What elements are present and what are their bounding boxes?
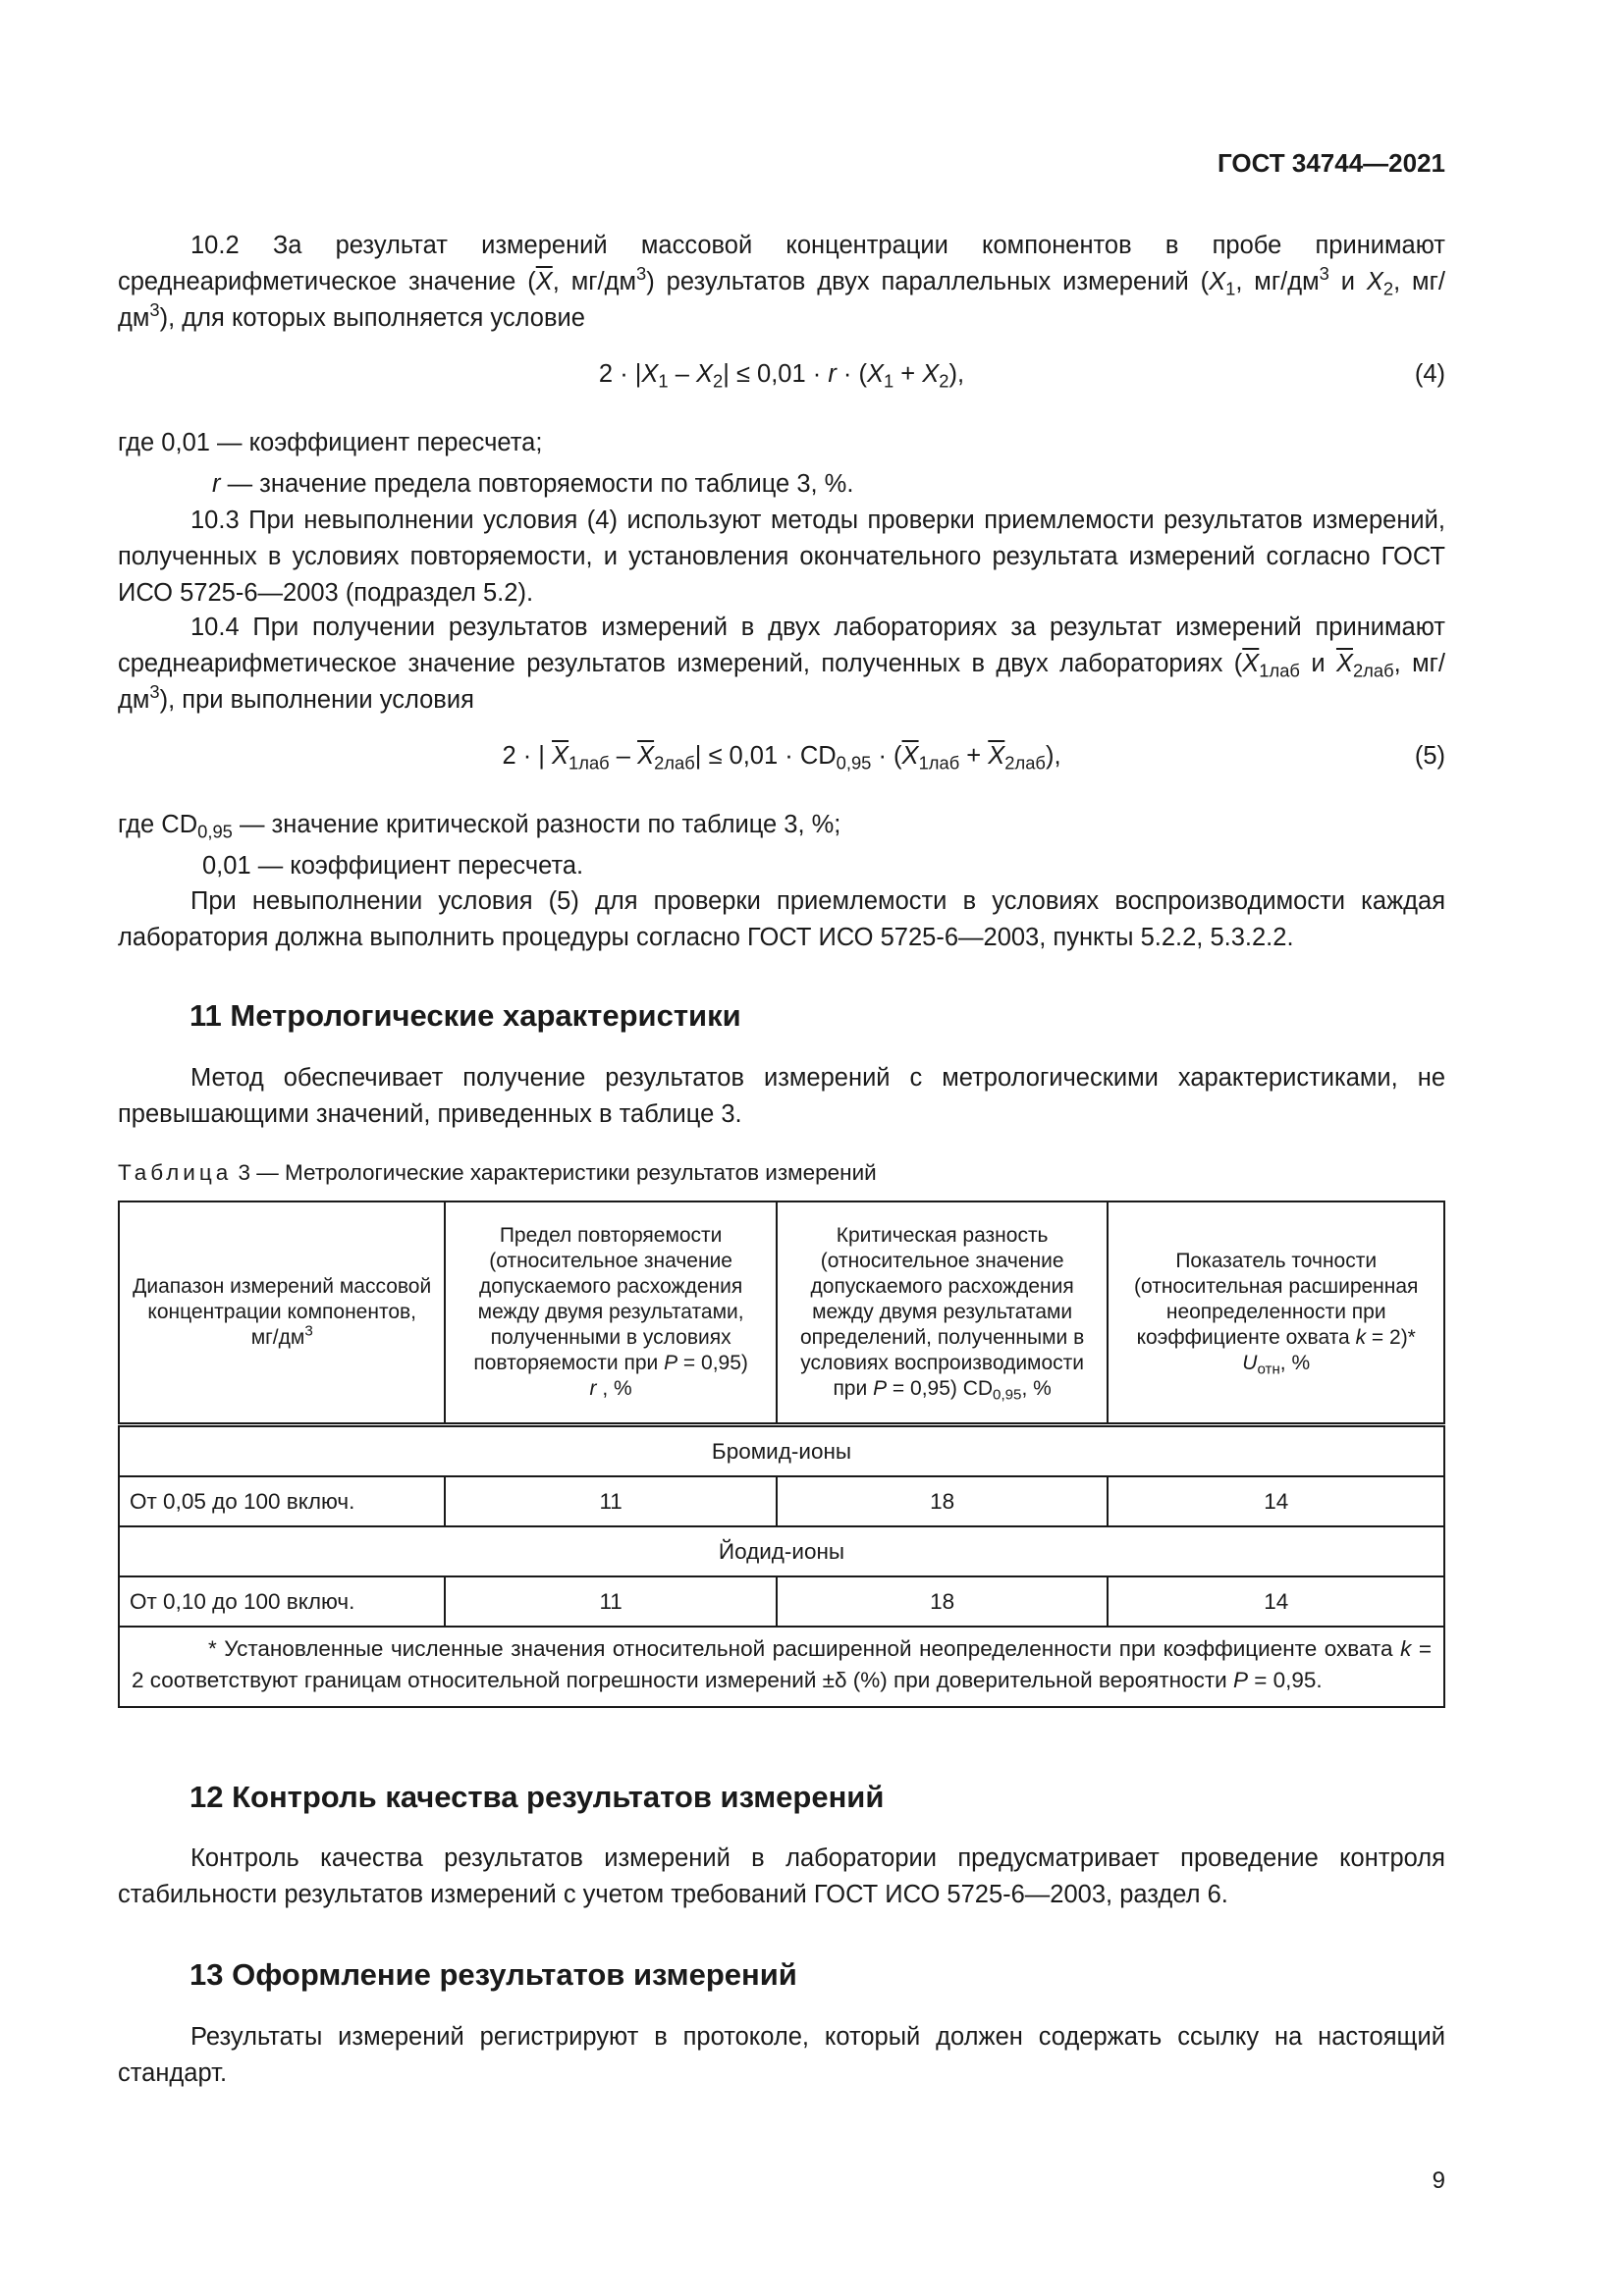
group-label: Бромид-ионы	[119, 1425, 1444, 1477]
formula-4: $2 \cdot |X_1 - X_2| \le 0,01 \cdot r \cdot (X_1 + X_2)$, (4)	[118, 356, 1445, 393]
header-repeatability: Предел повторяемости (относительное значение допускаемого расхождения между двумя результатами, полученными в условиях повторяемости при P = 0,95) r , %	[445, 1201, 776, 1425]
paragraph-10-4: 10.4 При получении результатов измерений в двух лабораториях за результат измерений принимают среднеарифметическое значение результатов измерений, полученных в двух лабораториях ($\overline{X}_{1лаб}$ и $\overline{X}_{2лаб}$, $мг/дм^3$), при выполнении условия	[118, 614, 1446, 714]
where-cd: где $CD_{0,95}$ — значение критической разности по таблице 3, %;	[118, 811, 841, 842]
formula-5: 2 · | $\overline{X}_{1лаб} - \overline{X}_{2лаб}| \le 0,01 \cdot CD_{0,95} \cdot (\overline{X}_{1лаб} + \overline{X}_{2лаб})$, (5)	[118, 738, 1445, 774]
cell-repeatability: 11	[445, 1476, 776, 1526]
table-header-row	[119, 1201, 1444, 1425]
section-13-heading: 13 Оформление результатов измерений	[189, 1957, 797, 1992]
paragraph-10-2: 10.2 За результат измерений массовой концентрации компонентов в пробе принимают среднеарифметическое значение ($\overline{X}$, $мг/дм^3$) результатов двух параллельных измерений ($X_1$, $мг/дм^3$ и $X_2$, $мг/дм^3$), для которых выполняется условие	[118, 232, 1445, 332]
group-row-iodide	[119, 1526, 1444, 1576]
paragraph-10-3: 10.3 При невыполнении условия (4) используют методы проверки приемлемости результатов измерений, полученных в условиях повторяемости, и установления окончательного результата измерений согласно ГОСТ ИСО 5725-6—2003 (подраздел 5.2).	[118, 507, 1445, 607]
where-r: r — значение предела повторяемости по таблице 3, %.	[212, 470, 854, 498]
formula-4-number: (4)	[1414, 360, 1445, 388]
formula-5-number: (5)	[1414, 742, 1445, 770]
table-footnote: * Установленные численные значения относительной расширенной неопределенности при коэффициенте охвата k = 2 соответствуют границам относительной погрешности измерений ±δ (%) при доверительной вероятности P = 0,95.	[119, 1627, 1444, 1707]
cell-accuracy: 14	[1108, 1576, 1444, 1627]
cell-range: От 0,05 до 100 включ.	[119, 1476, 445, 1526]
section-11-heading: 11 Метрологические характеристики	[189, 998, 741, 1033]
cell-accuracy: 14	[1108, 1476, 1444, 1526]
cell-range: От 0,10 до 100 включ.	[119, 1576, 445, 1627]
group-row-bromide	[119, 1425, 1444, 1477]
header-accuracy: Показатель точности (относительная расширенная неопределенности при коэффициенте охвата k = 2)* $U_{отн}$, %	[1108, 1201, 1444, 1425]
section-12-text: Контроль качества результатов измерений в лаборатории предусматривает проведение контроля стабильности результатов измерений с учетом требований ГОСТ ИСО 5725-6—2003, раздел 6.	[118, 1844, 1445, 1908]
where-coefficient: где 0,01 — коэффициент пересчета;	[118, 429, 543, 456]
table-3	[118, 1201, 1445, 1708]
where-coefficient-2: 0,01 — коэффициент пересчета.	[202, 852, 584, 880]
section-13-text: Результаты измерений регистрируют в протоколе, который должен содержать ссылку на настоящий стандарт.	[118, 2023, 1445, 2087]
table-3-caption: Таблица 3 — Метрологические характеристики результатов измерений	[118, 1160, 877, 1185]
page-number: 9	[1432, 2167, 1445, 2194]
section-12-heading: 12 Контроль качества результатов измерений	[189, 1780, 885, 1814]
table-row	[119, 1576, 1444, 1627]
cell-repeatability: 11	[445, 1576, 776, 1627]
section-11-text: Метод обеспечивает получение результатов измерений с метрологическими характеристиками, не превышающими значений, приведенных в таблице 3.	[118, 1064, 1445, 1128]
table-footnote-row	[119, 1627, 1444, 1707]
header-range: Диапазон измерений массовой концентрации компонентов, $мг/дм^3$	[119, 1201, 445, 1425]
cell-critical-difference: 18	[777, 1476, 1109, 1526]
standard-designation: ГОСТ 34744—2021	[1218, 148, 1445, 178]
table-row	[119, 1476, 1444, 1526]
paragraph-10-4-cont: При невыполнении условия (5) для проверки приемлемости в условиях воспроизводимости каждая лаборатория должна выполнить процедуры согласно ГОСТ ИСО 5725-6—2003, пункты 5.2.2, 5.3.2.2.	[118, 887, 1445, 951]
group-label: Йодид-ионы	[119, 1526, 1444, 1576]
header-critical-difference: Критическая разность (относительное значение допускаемого расхождения между двумя результатами определений, полученными в условиях воспроизводимости при P = 0,95) $CD_{0,95}$, %	[777, 1201, 1109, 1425]
cell-critical-difference: 18	[777, 1576, 1109, 1627]
